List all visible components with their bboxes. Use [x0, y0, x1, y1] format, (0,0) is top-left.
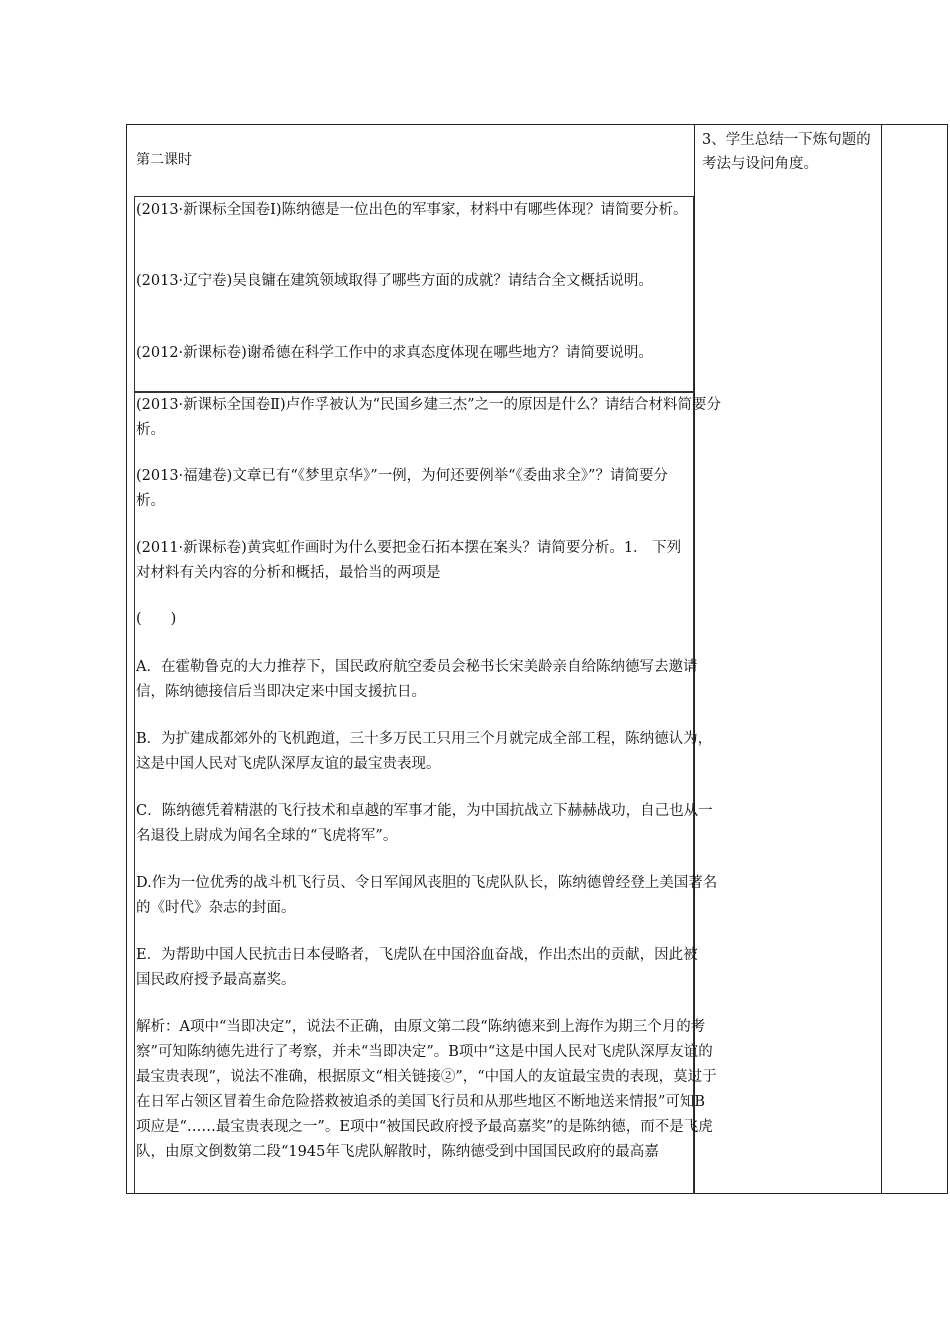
lesson-title: 第二课时 — [136, 152, 192, 168]
question-1: (2013·新课标全国卷Ⅰ)陈纳德是一位出色的军事家，材料中有哪些体现？请简要分析。 — [136, 202, 688, 218]
column-divider-2 — [881, 124, 882, 1194]
option-e: E．为帮助中国人民抗击日本侵略者，飞虎队在中国浴血奋战，作出杰出的贡献，因此被国民政府授予最高嘉奖。 — [136, 947, 698, 988]
question-2: (2013·辽宁卷)吴良镛在建筑领域取得了哪些方面的成就？请结合全文概括说明。 — [136, 273, 653, 289]
option-b: B．为扩建成都郊外的飞机跑道，三十多万民工只用三个月就完成全部工程，陈纳德认为，这是中国人民对飞虎队深厚友谊的最宝贵表现。 — [136, 731, 713, 772]
question-3: (2012·新课标卷)谢希德在科学工作中的求真态度体现在哪些地方？请简要说明。 — [136, 345, 653, 361]
question-6: (2011·新课标卷)黄宾虹作画时为什么要把金石拓本摆在案头？请简要分析。1． 下列对材料有关内容的分析和概括，最恰当的两项是 — [136, 540, 682, 581]
teaching-note: 3、学生总结一下炼句题的考法与设问角度。 — [702, 132, 871, 172]
option-c: C．陈纳德凭着精湛的飞行技术和卓越的军事才能，为中国抗战立下赫赫战功，自己也从一名退役上尉成为闻名全球的“飞虎将军”。 — [136, 803, 713, 844]
question-5: (2013·福建卷)文章已有“《梦里京华》”一例，为何还要例举“《委曲求全》”？请简要分析。 — [136, 468, 668, 509]
option-d: D.作为一位优秀的战斗机飞行员、令日军闻风丧胆的飞虎队队长，陈纳德曾经登上美国著名的《时代》杂志的封面。 — [136, 875, 718, 916]
question-4: (2013·新课标全国卷Ⅱ)卢作孚被认为“民国乡建三杰”之一的原因是什么？请结合材料简要分析。 — [136, 397, 722, 438]
option-a: A．在霍勒鲁克的大力推荐下，国民政府航空委员会秘书长宋美龄亲自给陈纳德写去邀请信，陈纳德接信后当即决定来中国支援抗日。 — [136, 659, 698, 700]
answer-paren: ( ) — [136, 611, 177, 627]
analysis-text: 解析：A项中“当即决定”，说法不正确，由原文第二段“陈纳德来到上海作为期三个月的考察”可知陈纳德先进行了考察，并未“当即决定”。B项中“这是中国人民对飞虎队深厚友谊的最宝贵表现”，说法不准确，根据原文“相关链接②”，“中国人的友谊最宝贵的表现，莫过于在日军占领区冒着生命危险搭救被追杀的美国飞行员和从那些地区不断地送来情报”可知B项应是“……最宝贵表现之一”。E项中“被国民政府授予最高嘉奖”的是陈纳德，而不是飞虎队，由原文倒数第二段“1945年飞虎队解散时，陈纳德受到中国国民政府的最高嘉 — [136, 1019, 717, 1160]
